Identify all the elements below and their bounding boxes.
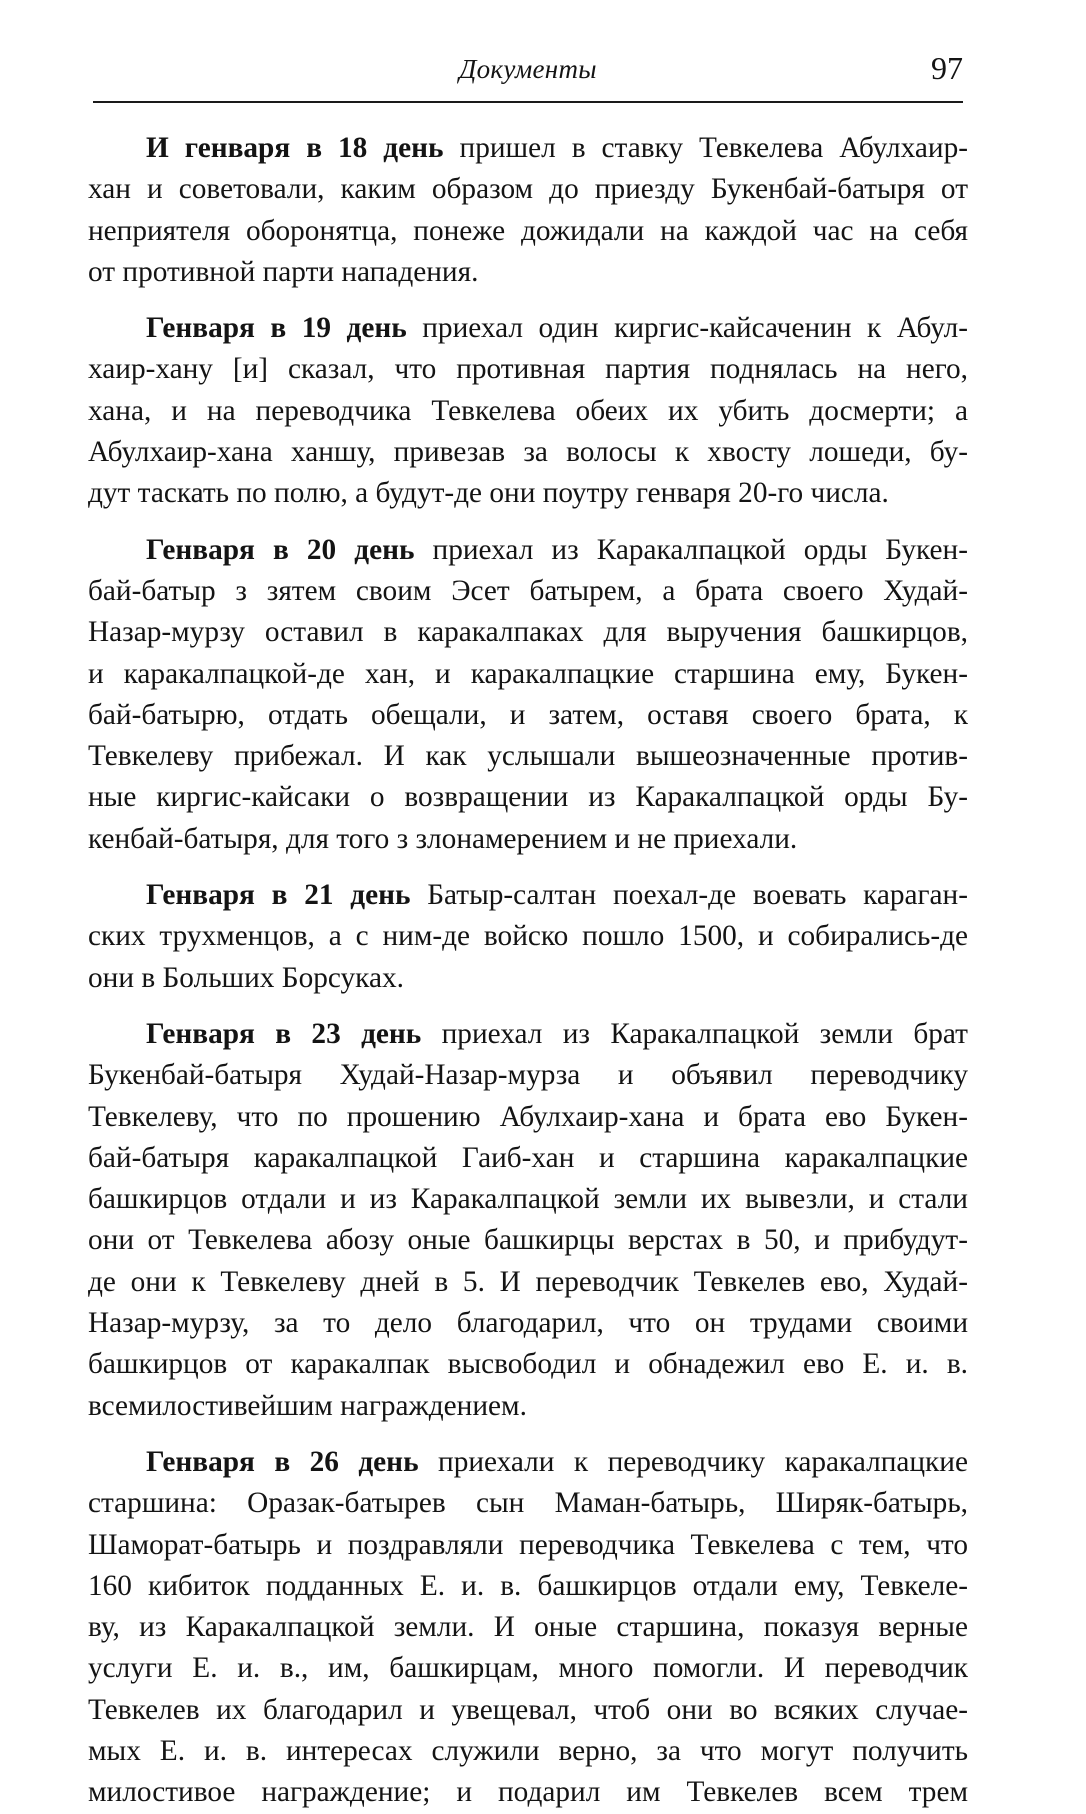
date-heading: Генваря в 26 день bbox=[146, 1445, 419, 1478]
text-line bbox=[88, 432, 968, 473]
text-line bbox=[88, 1442, 968, 1483]
date-heading: И генваря в 18 день bbox=[146, 132, 444, 164]
text-line bbox=[88, 1525, 968, 1566]
line-text: Батыр-салтан поехал-де воевать караган- bbox=[410, 879, 968, 912]
text-line bbox=[88, 1344, 968, 1385]
text-line bbox=[88, 1220, 968, 1261]
line-text: бай-батырю, отдать обещали, и затем, оставя своего брата, к bbox=[88, 698, 968, 731]
paragraph bbox=[88, 128, 968, 293]
text-line bbox=[88, 1014, 968, 1055]
text-line bbox=[88, 1386, 968, 1427]
running-title: Документы bbox=[459, 54, 597, 84]
text-line bbox=[88, 654, 968, 695]
line-text: они от Тевкелева абозу оные башкирцы верстах в 50, и прибудут- bbox=[88, 1224, 968, 1257]
date-heading: Генваря в 23 день bbox=[146, 1017, 422, 1050]
text-line bbox=[88, 473, 968, 514]
paragraph bbox=[88, 875, 968, 999]
running-head bbox=[93, 50, 963, 98]
line-text: Назар-мурзу оставил в каракалпаках для выручения башкирцов, bbox=[88, 616, 968, 649]
line-text: и каракалпацкой-де хан, и каракалпацкие старшина ему, Букен- bbox=[88, 657, 968, 690]
text-line bbox=[88, 1690, 968, 1731]
text-line bbox=[88, 128, 968, 169]
text-line bbox=[88, 1262, 968, 1303]
text-line bbox=[88, 916, 968, 957]
text-line bbox=[88, 211, 968, 252]
text-line bbox=[88, 612, 968, 653]
text-line bbox=[88, 819, 968, 860]
line-text: Шаморат-батырь и поздравляли переводчика Тевкелева с тем, что bbox=[88, 1528, 968, 1561]
line-text: всемилостивейшим награждением. bbox=[88, 1389, 527, 1422]
line-text: Назар-мурзу, за то дело благодарил, что он трудами своими bbox=[88, 1307, 968, 1340]
line-text: услуги Е. и. в., им, башкирцам, много помогли. И переводчик bbox=[88, 1652, 968, 1685]
text-line bbox=[88, 1607, 968, 1648]
text-line bbox=[88, 1097, 968, 1138]
line-text: мых Е. и. в. интересах служили верно, за что могут получить bbox=[88, 1734, 968, 1767]
text-line bbox=[88, 875, 968, 916]
text-line bbox=[88, 1648, 968, 1689]
line-text: старшина: Оразак-батырев сын Маман-батырь, Ширяк-батырь, bbox=[88, 1487, 968, 1520]
text-line bbox=[88, 391, 968, 432]
header-rule bbox=[93, 101, 963, 103]
line-text: Тевкелев их благодарил и увещевал, чтоб они во всяких случае- bbox=[88, 1693, 968, 1726]
paragraph bbox=[88, 1442, 968, 1814]
line-text: кенбай-батыря, для того з злонамерением и не приехали. bbox=[88, 822, 798, 855]
line-text: приехал из Каракалпацкой орды Букен- bbox=[414, 533, 968, 566]
text-line bbox=[88, 252, 968, 293]
line-text: хана, и на переводчика Тевкелева обеих их убить досмерти; а bbox=[88, 394, 968, 427]
paragraph bbox=[88, 308, 968, 514]
line-text: Букенбай-батыря Худай-Назар-мурза и объявил переводчику bbox=[88, 1059, 968, 1092]
line-text: башкирцов от каракалпак высвободил и обнадежил ево Е. и. в. bbox=[88, 1348, 968, 1381]
line-text: бай-батыря каракалпацкой Гаиб-хан и старшина каракалпацкие bbox=[88, 1141, 968, 1174]
text-line bbox=[88, 777, 968, 818]
line-text: Тевкелеву прибежал. И как услышали вышеозначенные против- bbox=[88, 740, 968, 773]
paragraph bbox=[88, 530, 968, 860]
text-line bbox=[88, 695, 968, 736]
line-text: 160 кибиток подданных Е. и. в. башкирцов отдали ему, Тевкеле- bbox=[88, 1569, 968, 1602]
line-text: башкирцов отдали и из Каракалпацкой земли их вывезли, и стали bbox=[88, 1183, 968, 1216]
date-heading: Генваря в 20 день bbox=[146, 533, 415, 566]
page-number: 97 bbox=[931, 50, 963, 86]
text-line bbox=[88, 530, 968, 571]
text-line bbox=[88, 1303, 968, 1344]
text-line bbox=[88, 1772, 968, 1813]
text-line bbox=[88, 1138, 968, 1179]
line-text: приехали к переводчику каракалпацкие bbox=[418, 1445, 968, 1478]
line-text: пришел в ставку Тевкелева Абулхаир- bbox=[443, 132, 968, 164]
text-line bbox=[88, 1483, 968, 1524]
text-line bbox=[88, 349, 968, 390]
text-line bbox=[88, 571, 968, 612]
text-line bbox=[88, 1179, 968, 1220]
line-text: Абулхаир-хана ханшу, привезав за волосы к хвосту лошеди, бу- bbox=[88, 436, 968, 469]
line-text: хаир-хану [и] сказал, что противная партия поднялась на него, bbox=[88, 353, 968, 386]
text-line bbox=[88, 958, 968, 999]
line-text: приехал один киргис-кайсаченин к Абул- bbox=[406, 312, 968, 345]
line-text: милостивое награждение; и подарил им Тевкелев всем трем bbox=[88, 1776, 968, 1809]
body-text bbox=[88, 128, 968, 1814]
line-text: от противной парти нападения. bbox=[88, 255, 479, 288]
line-text: Тевкелеву, что по прошению Абулхаир-хана и брата ево Букен- bbox=[88, 1100, 968, 1133]
date-heading: Генваря в 19 день bbox=[146, 312, 407, 345]
text-line bbox=[88, 308, 968, 349]
text-line bbox=[88, 1566, 968, 1607]
line-text: бай-батыр з зятем своим Эсет батырем, а брата своего Худай- bbox=[88, 574, 968, 607]
line-text: неприятеля оборонятца, понеже дожидали на каждой час на себя bbox=[88, 214, 968, 247]
line-text: приехал из Каракалпацкой земли брат bbox=[421, 1017, 968, 1050]
text-line bbox=[88, 169, 968, 210]
text-line bbox=[88, 1055, 968, 1096]
line-text: ву, из Каракалпацкой земли. И оные старшина, показуя верные bbox=[88, 1611, 968, 1644]
line-text: ные киргис-кайсаки о возвращении из Каракалпацкой орды Бу- bbox=[88, 781, 968, 814]
text-line bbox=[88, 1731, 968, 1772]
line-text: дут таскать по полю, а будут-де они поутру генваря 20-го числа. bbox=[88, 477, 889, 510]
line-text: хан и советовали, каким образом до приезду Букенбай-батыря от bbox=[88, 173, 968, 206]
text-line bbox=[88, 736, 968, 777]
line-text: они в Больших Борсуках. bbox=[88, 961, 404, 994]
line-text: ских трухменцов, а с ним-де войско пошло 1500, и собирались-де bbox=[88, 920, 968, 953]
date-heading: Генваря в 21 день bbox=[146, 879, 411, 912]
paragraph bbox=[88, 1014, 968, 1427]
line-text: де они к Тевкелеву дней в 5. И переводчик Тевкелев ево, Худай- bbox=[88, 1265, 968, 1298]
